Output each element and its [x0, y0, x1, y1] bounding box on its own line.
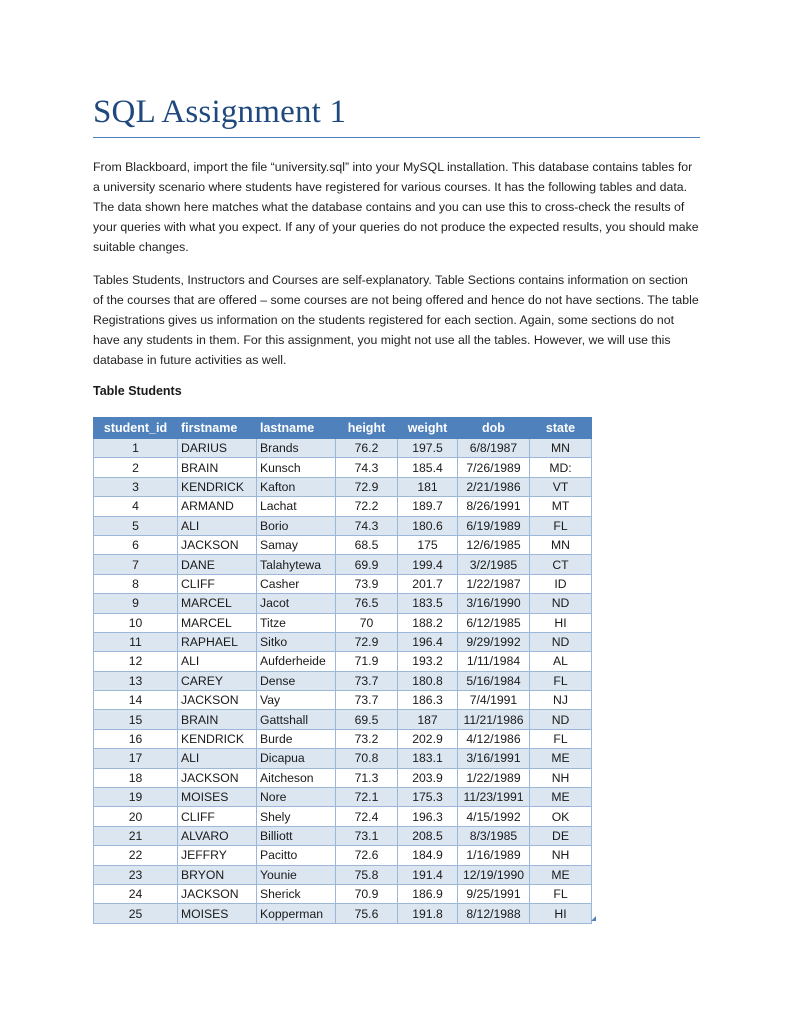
cell-state: ND — [530, 710, 592, 729]
column-header-weight: weight — [398, 418, 458, 439]
column-header-student-id: student_id — [94, 418, 178, 439]
intro-paragraph: From Blackboard, import the file “university.sql” into your MySQL installation. This database contains tables for a university scenario where students have registered for various courses. It has the following tables and data. The data shown here matches what the database contains and you can use this to cross-check the results of your queries with what you expect. If any of your queries do not produce the expected results, you should make suitable changes. — [93, 160, 699, 254]
cell-lastname: Kunsch — [257, 458, 336, 477]
cell-dob: 12/19/1990 — [458, 865, 530, 884]
cell-state: FL — [530, 516, 592, 535]
cell-weight: 197.5 — [398, 439, 458, 458]
cell-firstname: DANE — [178, 555, 257, 574]
table-row — [94, 671, 592, 690]
table-row — [94, 807, 592, 826]
cell-height: 69.9 — [336, 555, 398, 574]
cell-lastname: Dicapua — [257, 749, 336, 768]
cell-height: 72.9 — [336, 477, 398, 496]
column-header-firstname: firstname — [178, 418, 257, 439]
cell-height: 70.9 — [336, 884, 398, 903]
cell-state: ME — [530, 865, 592, 884]
cell-state: ME — [530, 749, 592, 768]
cell-weight: 196.3 — [398, 807, 458, 826]
cell-firstname: RAPHAEL — [178, 632, 257, 651]
cell-firstname: BRAIN — [178, 458, 257, 477]
table-row — [94, 555, 592, 574]
cell-height: 70 — [336, 613, 398, 632]
cell-weight: 183.1 — [398, 749, 458, 768]
cell-dob: 7/4/1991 — [458, 691, 530, 710]
column-header-dob: dob — [458, 418, 530, 439]
cell-height: 71.3 — [336, 768, 398, 787]
cell-firstname: MARCEL — [178, 594, 257, 613]
tables-description-paragraph: Tables Students, Instructors and Courses are self-explanatory. Table Sections contains information on section of the courses that are offered – some courses are not being offered and hence do not have sections. The table Registrations gives us information on the students registered for each section. Again, some sections do not have any students in them. For this assignment, you might not use all the tables. However, we will use this database in future activities as well. — [93, 273, 699, 367]
cell-weight: 185.4 — [398, 458, 458, 477]
cell-height: 72.9 — [336, 632, 398, 651]
cell-firstname: BRYON — [178, 865, 257, 884]
table-header-row — [94, 418, 592, 439]
cell-dob: 11/23/1991 — [458, 788, 530, 807]
cell-firstname: CLIFF — [178, 574, 257, 593]
cell-lastname: Titze — [257, 613, 336, 632]
cell-weight: 203.9 — [398, 768, 458, 787]
cell-height: 73.1 — [336, 826, 398, 845]
cell-student-id: 25 — [94, 904, 178, 923]
cell-firstname: MOISES — [178, 788, 257, 807]
cell-firstname: ALI — [178, 516, 257, 535]
cell-state: FL — [530, 884, 592, 903]
cell-student-id: 19 — [94, 788, 178, 807]
cell-student-id: 20 — [94, 807, 178, 826]
cell-firstname: KENDRICK — [178, 729, 257, 748]
cell-lastname: Dense — [257, 671, 336, 690]
table-row — [94, 497, 592, 516]
table-row — [94, 865, 592, 884]
table-row — [94, 768, 592, 787]
cell-state: CT — [530, 555, 592, 574]
cell-state: MD: — [530, 458, 592, 477]
cell-height: 72.1 — [336, 788, 398, 807]
table-row — [94, 594, 592, 613]
table-row — [94, 535, 592, 554]
cell-lastname: Aitcheson — [257, 768, 336, 787]
cell-lastname: Pacitto — [257, 846, 336, 865]
cell-lastname: Kopperman — [257, 904, 336, 923]
cell-state: ID — [530, 574, 592, 593]
cell-firstname: JEFFRY — [178, 846, 257, 865]
cell-student-id: 9 — [94, 594, 178, 613]
cell-lastname: Sherick — [257, 884, 336, 903]
table-row — [94, 749, 592, 768]
table-heading: Table Students — [93, 384, 182, 398]
table-row — [94, 613, 592, 632]
title-underline — [93, 137, 700, 138]
cell-weight: 191.4 — [398, 865, 458, 884]
cell-student-id: 18 — [94, 768, 178, 787]
cell-student-id: 11 — [94, 632, 178, 651]
cell-height: 73.7 — [336, 691, 398, 710]
table-row — [94, 904, 592, 923]
cell-height: 73.2 — [336, 729, 398, 748]
cell-student-id: 8 — [94, 574, 178, 593]
cell-dob: 8/3/1985 — [458, 826, 530, 845]
table-row — [94, 516, 592, 535]
column-header-state: state — [530, 418, 592, 439]
cell-state: MN — [530, 439, 592, 458]
cell-firstname: JACKSON — [178, 535, 257, 554]
cell-weight: 191.8 — [398, 904, 458, 923]
cell-dob: 4/12/1986 — [458, 729, 530, 748]
table-row — [94, 788, 592, 807]
cell-lastname: Kafton — [257, 477, 336, 496]
cell-weight: 208.5 — [398, 826, 458, 845]
cell-weight: 175.3 — [398, 788, 458, 807]
cell-lastname: Brands — [257, 439, 336, 458]
cell-lastname: Aufderheide — [257, 652, 336, 671]
table-row — [94, 691, 592, 710]
cell-lastname: Burde — [257, 729, 336, 748]
cell-dob: 8/12/1988 — [458, 904, 530, 923]
cell-student-id: 15 — [94, 710, 178, 729]
cell-firstname: CLIFF — [178, 807, 257, 826]
cell-height: 72.6 — [336, 846, 398, 865]
table-row — [94, 477, 592, 496]
page-title: SQL Assignment 1 — [93, 94, 347, 130]
cell-weight: 180.6 — [398, 516, 458, 535]
cell-height: 72.4 — [336, 807, 398, 826]
table-row — [94, 574, 592, 593]
cell-height: 72.2 — [336, 497, 398, 516]
cell-dob: 2/21/1986 — [458, 477, 530, 496]
cell-weight: 184.9 — [398, 846, 458, 865]
cell-weight: 183.5 — [398, 594, 458, 613]
cell-dob: 1/11/1984 — [458, 652, 530, 671]
column-header-lastname: lastname — [257, 418, 336, 439]
cell-weight: 180.8 — [398, 671, 458, 690]
cell-height: 76.5 — [336, 594, 398, 613]
cell-lastname: Gattshall — [257, 710, 336, 729]
cell-height: 74.3 — [336, 458, 398, 477]
cell-height: 71.9 — [336, 652, 398, 671]
students-table — [93, 417, 592, 924]
cell-height: 73.9 — [336, 574, 398, 593]
cell-height: 69.5 — [336, 710, 398, 729]
table-row — [94, 710, 592, 729]
cell-student-id: 24 — [94, 884, 178, 903]
cell-lastname: Borio — [257, 516, 336, 535]
cell-lastname: Talahytewa — [257, 555, 336, 574]
cell-weight: 193.2 — [398, 652, 458, 671]
cell-weight: 186.3 — [398, 691, 458, 710]
cell-dob: 1/16/1989 — [458, 846, 530, 865]
cell-lastname: Shely — [257, 807, 336, 826]
cell-weight: 199.4 — [398, 555, 458, 574]
cell-state: AL — [530, 652, 592, 671]
cell-lastname: Nore — [257, 788, 336, 807]
table-row — [94, 458, 592, 477]
cell-student-id: 23 — [94, 865, 178, 884]
cell-state: ND — [530, 632, 592, 651]
cell-lastname: Younie — [257, 865, 336, 884]
cell-weight: 175 — [398, 535, 458, 554]
table-row — [94, 439, 592, 458]
table-row — [94, 652, 592, 671]
cell-student-id: 1 — [94, 439, 178, 458]
cell-state: VT — [530, 477, 592, 496]
cell-firstname: JACKSON — [178, 691, 257, 710]
cell-firstname: DARIUS — [178, 439, 257, 458]
cell-dob: 1/22/1987 — [458, 574, 530, 593]
table-resize-handle[interactable] — [591, 916, 596, 921]
cell-student-id: 3 — [94, 477, 178, 496]
cell-dob: 11/21/1986 — [458, 710, 530, 729]
cell-dob: 3/2/1985 — [458, 555, 530, 574]
cell-height: 73.7 — [336, 671, 398, 690]
table-body — [94, 439, 592, 924]
table-row — [94, 846, 592, 865]
table-row — [94, 729, 592, 748]
cell-height: 70.8 — [336, 749, 398, 768]
cell-firstname: JACKSON — [178, 884, 257, 903]
cell-firstname: MOISES — [178, 904, 257, 923]
cell-firstname: ALI — [178, 749, 257, 768]
cell-weight: 196.4 — [398, 632, 458, 651]
cell-state: ME — [530, 788, 592, 807]
table-row — [94, 632, 592, 651]
cell-student-id: 13 — [94, 671, 178, 690]
cell-dob: 1/22/1989 — [458, 768, 530, 787]
cell-state: OK — [530, 807, 592, 826]
cell-lastname: Jacot — [257, 594, 336, 613]
cell-lastname: Samay — [257, 535, 336, 554]
cell-lastname: Casher — [257, 574, 336, 593]
cell-state: NJ — [530, 691, 592, 710]
cell-student-id: 7 — [94, 555, 178, 574]
cell-state: DE — [530, 826, 592, 845]
cell-lastname: Sitko — [257, 632, 336, 651]
cell-firstname: KENDRICK — [178, 477, 257, 496]
cell-state: FL — [530, 671, 592, 690]
cell-weight: 189.7 — [398, 497, 458, 516]
cell-state: MN — [530, 535, 592, 554]
cell-dob: 3/16/1991 — [458, 749, 530, 768]
cell-lastname: Billiott — [257, 826, 336, 845]
cell-student-id: 5 — [94, 516, 178, 535]
table-row — [94, 884, 592, 903]
cell-dob: 4/15/1992 — [458, 807, 530, 826]
cell-height: 75.6 — [336, 904, 398, 923]
cell-weight: 186.9 — [398, 884, 458, 903]
cell-state: FL — [530, 729, 592, 748]
cell-weight: 187 — [398, 710, 458, 729]
cell-student-id: 12 — [94, 652, 178, 671]
cell-student-id: 22 — [94, 846, 178, 865]
cell-firstname: ALI — [178, 652, 257, 671]
column-header-height: height — [336, 418, 398, 439]
cell-student-id: 17 — [94, 749, 178, 768]
cell-dob: 8/26/1991 — [458, 497, 530, 516]
cell-state: MT — [530, 497, 592, 516]
cell-student-id: 14 — [94, 691, 178, 710]
cell-height: 76.2 — [336, 439, 398, 458]
cell-height: 68.5 — [336, 535, 398, 554]
cell-dob: 3/16/1990 — [458, 594, 530, 613]
cell-dob: 9/25/1991 — [458, 884, 530, 903]
cell-dob: 6/12/1985 — [458, 613, 530, 632]
cell-student-id: 16 — [94, 729, 178, 748]
cell-student-id: 2 — [94, 458, 178, 477]
cell-weight: 201.7 — [398, 574, 458, 593]
table-row — [94, 826, 592, 845]
cell-state: NH — [530, 846, 592, 865]
cell-dob: 9/29/1992 — [458, 632, 530, 651]
cell-student-id: 4 — [94, 497, 178, 516]
cell-height: 75.8 — [336, 865, 398, 884]
cell-dob: 5/16/1984 — [458, 671, 530, 690]
cell-dob: 6/19/1989 — [458, 516, 530, 535]
cell-firstname: MARCEL — [178, 613, 257, 632]
cell-firstname: JACKSON — [178, 768, 257, 787]
cell-weight: 188.2 — [398, 613, 458, 632]
cell-student-id: 21 — [94, 826, 178, 845]
cell-firstname: CAREY — [178, 671, 257, 690]
cell-weight: 181 — [398, 477, 458, 496]
cell-state: HI — [530, 613, 592, 632]
cell-dob: 12/6/1985 — [458, 535, 530, 554]
cell-student-id: 10 — [94, 613, 178, 632]
cell-dob: 7/26/1989 — [458, 458, 530, 477]
cell-firstname: BRAIN — [178, 710, 257, 729]
cell-weight: 202.9 — [398, 729, 458, 748]
cell-lastname: Lachat — [257, 497, 336, 516]
cell-dob: 6/8/1987 — [458, 439, 530, 458]
cell-student-id: 6 — [94, 535, 178, 554]
cell-firstname: ARMAND — [178, 497, 257, 516]
cell-state: ND — [530, 594, 592, 613]
cell-state: HI — [530, 904, 592, 923]
cell-state: NH — [530, 768, 592, 787]
cell-height: 74.3 — [336, 516, 398, 535]
cell-firstname: ALVARO — [178, 826, 257, 845]
cell-lastname: Vay — [257, 691, 336, 710]
